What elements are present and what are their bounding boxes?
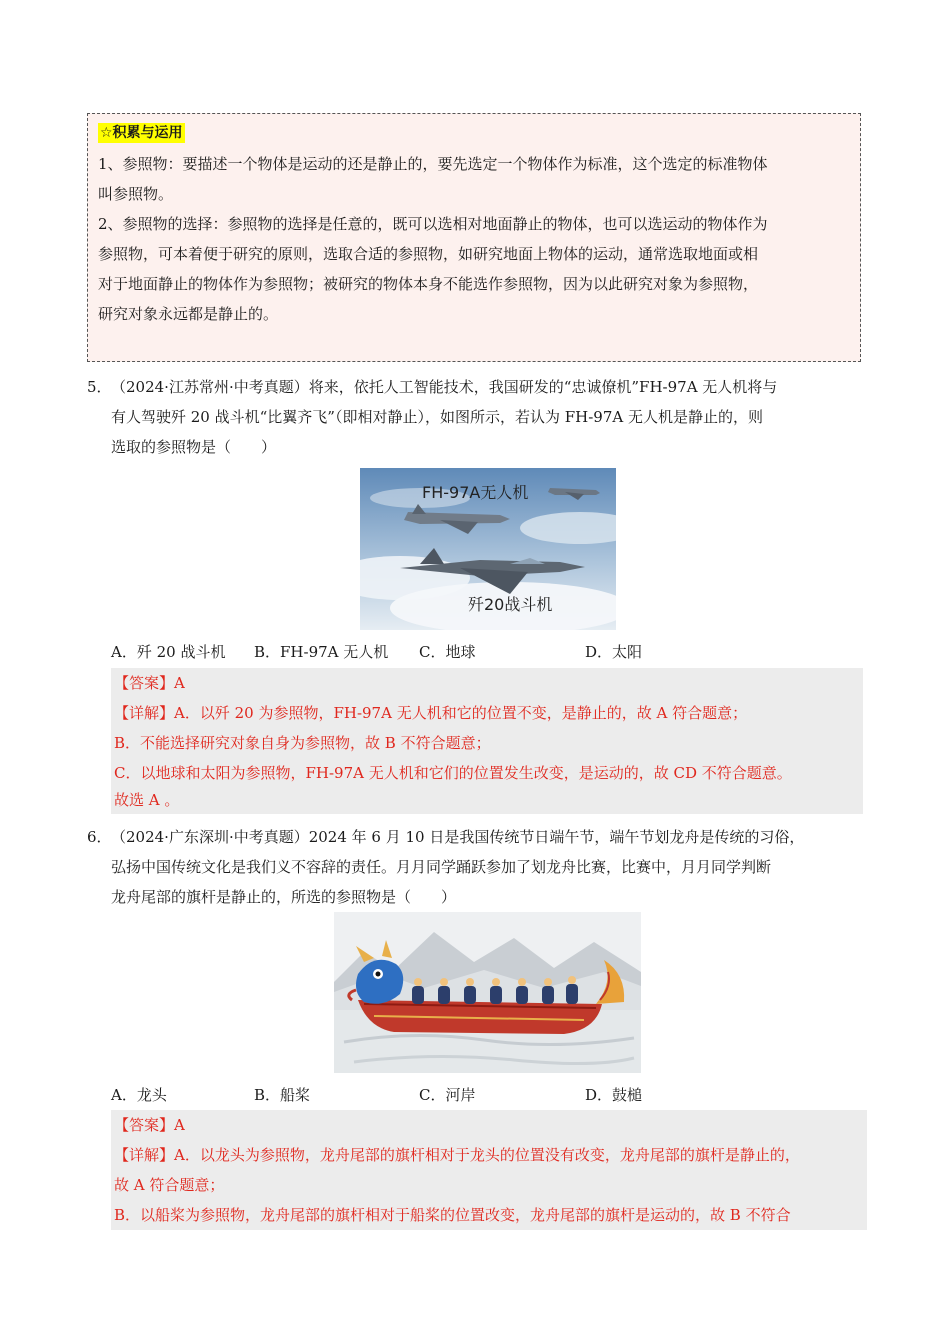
q6-line1: （2024·广东深圳·中考真题）2024 年 6 月 10 日是我国传统节日端午节，端午节划龙舟是传统的习俗， xyxy=(111,828,805,846)
q6-number: 6． xyxy=(87,828,112,846)
q5-line2: 有人驾驶歼 20 战斗机“比翼齐飞”（即相对静止），如图所示，若认为 FH-97A 无人机是静止的，则 xyxy=(111,408,763,426)
q5-detail-1: 【详解】A．以歼 20 为参照物，FH-97A 无人机和它的位置不变，是静止的，故 A 符合题意； xyxy=(114,704,748,722)
box-p1-line2: 叫参照物。 xyxy=(98,185,174,203)
q6-answer: 【答案】A xyxy=(114,1116,185,1134)
box-p2-line1: 2、参照物的选择：参照物的选择是任意的，既可以选相对地面静止的物体，也可以选运动的物体作为 xyxy=(98,215,768,233)
q6-line2: 弘扬中国传统文化是我们义不容辞的责任。月月同学踊跃参加了划龙舟比赛，比赛中，月月同学判断 xyxy=(111,858,772,876)
dragon-boat-illustration xyxy=(334,912,641,1073)
q6-detail-1: 【详解】A．以龙头为参照物，龙舟尾部的旗杆相对于龙头的位置没有改变，龙舟尾部的旗杆是静止的， xyxy=(114,1146,800,1164)
q5-option-b: B．FH-97A 无人机 xyxy=(254,643,389,661)
box-title: ☆积累与运用 xyxy=(100,125,183,141)
q5-option-c: C．地球 xyxy=(419,643,476,661)
box-p2-line2: 参照物，可本着便于研究的原则，选取合适的参照物，如研究地面上物体的运动，通常选取地面或相 xyxy=(98,245,759,263)
q6-detail-2: 故 A 符合题意； xyxy=(114,1176,225,1194)
q6-option-c: C．河岸 xyxy=(419,1086,476,1104)
q5-detail-2: B．不能选择研究对象自身为参照物，故 B 不符合题意； xyxy=(114,734,491,752)
q5-figure-label-fighter: 歼20战斗机 xyxy=(468,595,553,614)
box-p1-line1: 1、参照物：要描述一个物体是运动的还是静止的，要先选定一个物体作为标准，这个选定的标准物体 xyxy=(98,155,768,173)
q5-figure-label-drone: FH-97A无人机 xyxy=(422,483,529,502)
q5-answer: 【答案】A xyxy=(114,674,185,692)
q5-number: 5． xyxy=(87,378,112,396)
q6-figure-dragon-boat xyxy=(334,912,641,1073)
box-p2-line3: 对于地面静止的物体作为参照物；被研究的物体本身不能选作参照物，因为以此研究对象为参照物， xyxy=(98,275,759,293)
q5-option-d: D．太阳 xyxy=(585,643,643,661)
q5-detail-4: 故选 A 。 xyxy=(114,791,180,809)
knowledge-box xyxy=(87,113,861,362)
q5-option-a: A．歼 20 战斗机 xyxy=(111,643,226,661)
q6-line3: 龙舟尾部的旗杆是静止的，所选的参照物是（ ） xyxy=(111,888,457,906)
q5-line3: 选取的参照物是（ ） xyxy=(111,438,277,456)
box-p2-line4: 研究对象永远都是静止的。 xyxy=(98,305,279,323)
q5-figure-jets xyxy=(360,468,616,630)
q6-detail-3: B．以船桨为参照物，龙舟尾部的旗杆相对于船桨的位置改变，龙舟尾部的旗杆是运动的，故 B 不符合 xyxy=(114,1206,791,1224)
q5-detail-3: C．以地球和太阳为参照物，FH-97A 无人机和它们的位置发生改变，是运动的，故 CD 不符合题意。 xyxy=(114,764,792,782)
q6-answer-block xyxy=(111,1110,867,1230)
q5-line1: （2024·江苏常州·中考真题）将来，依托人工智能技术，我国研发的“忠诚僚机”FH-97A 无人机将与 xyxy=(111,378,778,396)
boat-hull xyxy=(358,1000,602,1034)
q5-answer-block xyxy=(111,668,863,814)
q6-option-a: A．龙头 xyxy=(111,1086,167,1104)
q6-option-b: B．船桨 xyxy=(254,1086,311,1104)
q6-option-d: D．鼓槌 xyxy=(585,1086,643,1104)
